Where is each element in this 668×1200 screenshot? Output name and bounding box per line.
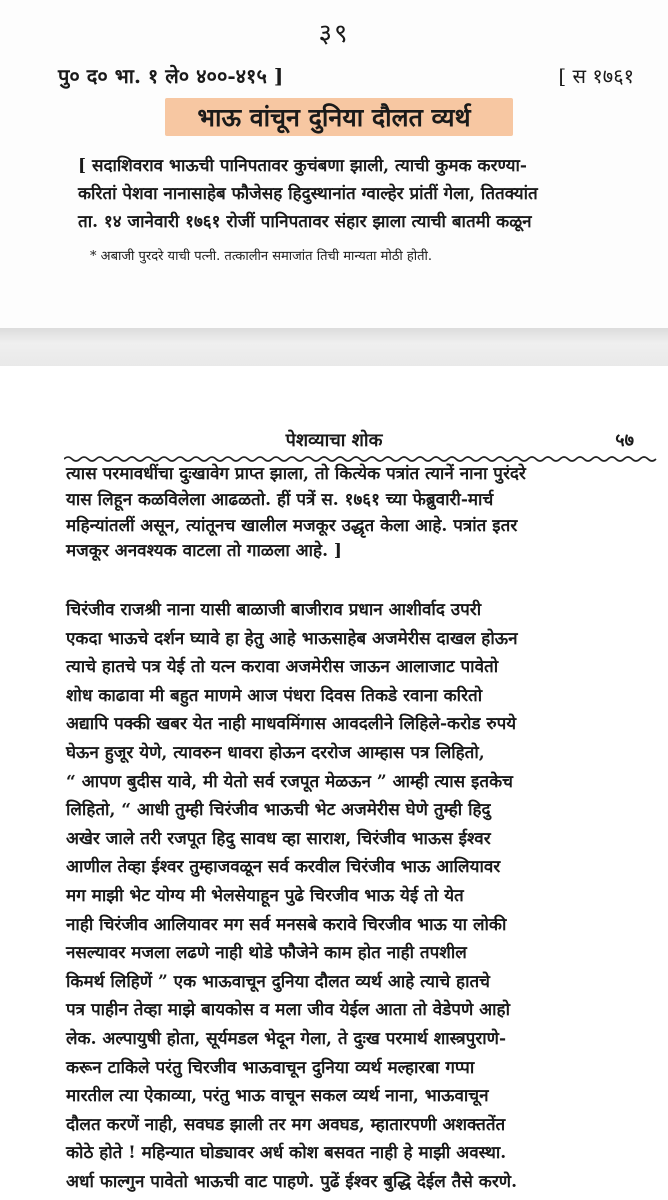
- letter-line: कोठे होते ! महिन्यात घोड्यावर अर्ध कोश बसवत नाही हे माझी अवस्था.: [66, 1143, 507, 1164]
- letter-line: “ आपण बुदीस यावे, मी येतो सर्व रजपूत मेळऊन ” आम्ही त्यास इतकेच: [66, 771, 513, 792]
- upper-page: [0, 0, 668, 329]
- letter-line: दौलत करणें नाही, सवघड झाली तर मग अवघड, म्हातारपणी अशक्ततेंत: [66, 1114, 506, 1135]
- letter-body: [66, 596, 660, 1196]
- running-header-title: पेशव्याचा शोक: [285, 430, 383, 451]
- letter-line: अर्धा फाल्गुन पावेतो भाऊची वाट पाहणे. पुढें ईश्वर बुद्धि देईल तैसे करणे.: [66, 1171, 517, 1192]
- intro-line: त्यास परमावधींचा दुःखावेग प्राप्त झाला, तो कित्येक पत्रांत त्यानें नाना पुरंदरे: [66, 464, 526, 484]
- footnote: * अबाजी पुरदरे याची पत्नी. तत्कालीन समाजांत तिची मान्यता मोठी होती.: [90, 249, 433, 264]
- intro-line: ता. १४ जानेवारी १७६१ रोजीं पानिपतावर संहार झाला त्याची बातमी कळून: [78, 212, 532, 232]
- letter-line: पत्र पाहीन तेव्हा माझे बायकोस व मला जीव येईल आता तो वेडेपणे आहो: [66, 1000, 510, 1021]
- letter-line: किमर्थ लिहिणें ” एक भाऊवाचून दुनिया दौलत व्यर्थ आहे त्याचे हातचे: [66, 971, 490, 992]
- letter-line: नाही चिरंजीव आलियावर मग सर्व मनसबे करावे चिरजीव भाऊ या लोकी: [66, 914, 507, 935]
- letter-line: घेऊन हुजूर येणे, त्यावरुन धावरा होऊन दररोज आम्हास पत्र लिहितो,: [66, 742, 485, 763]
- letter-line: आणील तेव्हा ईश्वर तुम्हाजवळून सर्व करवील चिरंजीव भाऊ आलियावर: [66, 857, 501, 878]
- letter-line: नसल्यावर मजला लढणे नाही थोडे फौजेने काम होत नाही तपशील: [66, 943, 467, 964]
- intro-paragraph-top: [78, 152, 638, 236]
- letter-line: अखेर जाले तरी रजपूत हिदु सावध व्हा साराश, चिरंजीव भाऊस ईश्वर: [66, 828, 491, 849]
- document-year: [ स १७६१: [558, 64, 634, 88]
- intro-paragraph-bottom: [66, 462, 656, 565]
- page-number-top: ३९: [318, 19, 350, 49]
- intro-line: यास लिहून कळविलेला आढळतो. हीं पत्रें स. १७६१ च्या फेब्रुवारी-मार्च: [66, 489, 494, 510]
- letter-line: चिरंजीव राजश्री नाना यासी बाळाजी बाजीराव प्रधान आशीर्वाद उपरी: [66, 600, 482, 620]
- document-reference: पु० द० भा. १ ले० ४००-४१५ ]: [58, 64, 284, 88]
- letter-line: शोध काढावा मी बहुत माणमे आज पंधरा दिवस तिकडे रवाना करितो: [66, 685, 483, 706]
- intro-line: [ सदाशिवराव भाऊची पानिपतावर कुचंबणा झाली, त्याची कुमक करण्या-: [78, 156, 527, 176]
- letter-line: लिहितो, “ आधी तुम्ही चिरंजीव भाऊची भेट अजमेरीस घेणे तुम्ही हिदु: [66, 800, 491, 821]
- intro-line: महिन्यांतलीं असून, त्यांतूनच खालील मजकूर उद्धृत केला आहे. पत्रांत इतर: [66, 515, 518, 536]
- letter-line: अद्यापि पक्की खबर येत नाही माधवमिंगास आवदलीने लिहिले-करोड रुपये: [66, 714, 517, 735]
- page-separator: [0, 328, 668, 366]
- letter-line: मग माझी भेट योग्य मी भेलसेयाहून पुढे चिरजीव भाऊ येई तो येत: [66, 885, 464, 906]
- intro-line: मजकूर अनवश्यक वाटला तो गाळला आहे. ]: [66, 541, 342, 562]
- letter-title: भाऊ वांचून दुनिया दौलत व्यर्थ: [197, 103, 471, 132]
- intro-line: करितां पेशवा नानासाहेब फौजेसह हिदुस्थानांत ग्वाल्हेर प्रांतीं गेला, तितक्यांत: [78, 184, 538, 204]
- letter-line: त्याचे हातचे पत्र येई तो यत्न करावा अजमेरीस जाऊन आलाजाट पावेतो: [66, 657, 499, 678]
- letter-line: एकदा भाऊचे दर्शन घ्यावे हा हेतु आहे भाऊसाहेब अजमेरीस दाखल होऊन: [66, 628, 518, 649]
- letter-line: मारतील त्या ऐकाव्या, परंतु भाऊ वाचून सकल व्यर्थ नाना, भाऊवाचून: [66, 1086, 489, 1107]
- letter-line: करून टाकिले परंतु चिरजीव भाऊवाचून दुनिया व्यर्थ मल्हारबा गप्पा: [66, 1057, 475, 1078]
- page-number-bottom: ५७: [615, 430, 634, 451]
- letter-line: लेक. अल्पायुषी होता, सूर्यमडल भेदून गेला, ते दुःख परमार्थ शास्त्रपुराणे-: [66, 1028, 507, 1049]
